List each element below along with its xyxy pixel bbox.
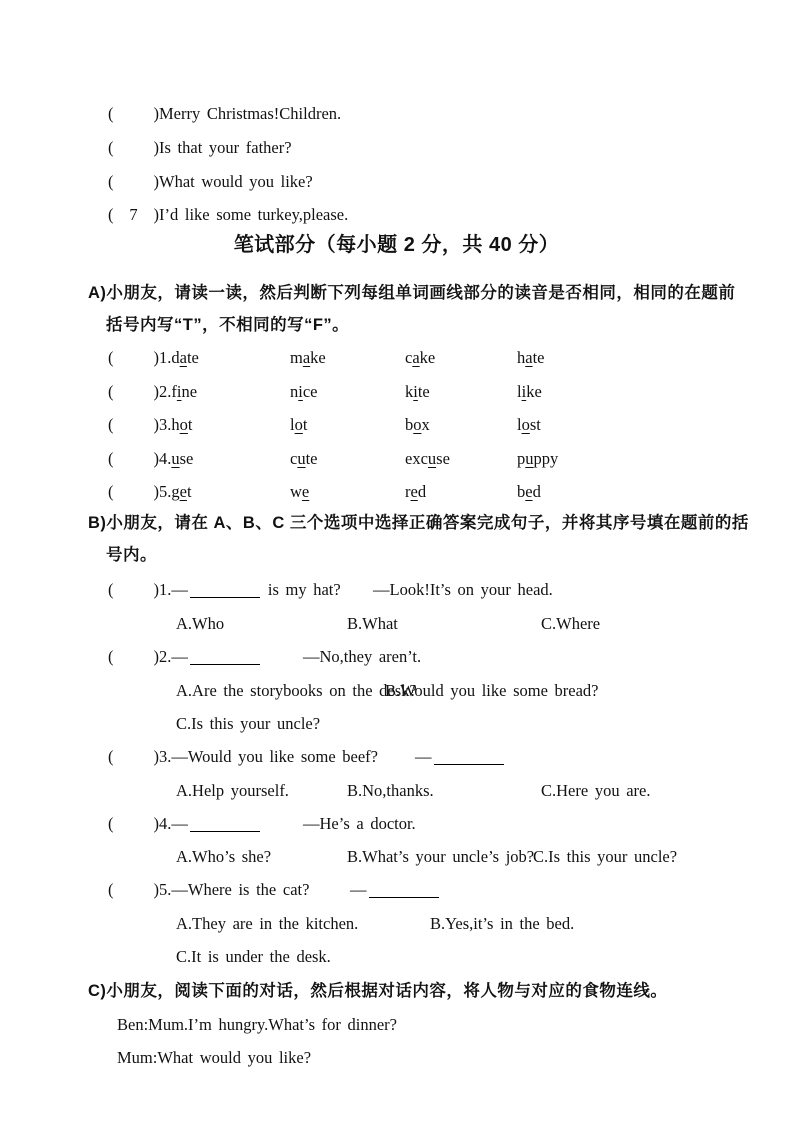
phonics-row (0, 346, 793, 370)
phonics-row (0, 480, 793, 504)
listening-item-text: What would you like? (159, 172, 313, 191)
item-number: 2. (159, 382, 172, 401)
options-row (0, 845, 793, 869)
paren-open: ( (108, 580, 114, 599)
paren-close: ) (153, 205, 159, 224)
listening-item (0, 203, 793, 227)
paren-open: ( (108, 647, 114, 666)
word: use (171, 449, 194, 468)
paren-open: ( (108, 348, 114, 367)
question-stem (0, 745, 793, 769)
option-a: A.Who (176, 614, 225, 633)
fill-blank (369, 880, 439, 898)
item-number: 5. (159, 482, 172, 501)
options-row (0, 612, 793, 636)
option-c: C.Here you are. (541, 781, 651, 800)
option-b: B.Would you like some bread? (385, 681, 599, 700)
paren-open: ( (108, 104, 114, 123)
item-number: 5. (159, 880, 172, 899)
phonics-row (0, 447, 793, 471)
part-c-instruction: C)小朋友，阅读下面的对话，然后根据对话内容，将人物与对应的食物连线。 (88, 982, 668, 1000)
fill-blank (190, 814, 260, 832)
stem-text: —Would you like some beef? (171, 747, 378, 766)
word: make (290, 348, 326, 367)
paren-open: ( (108, 138, 114, 157)
phonics-row (0, 413, 793, 437)
dash: — (350, 880, 367, 899)
paren-close: ) (153, 172, 159, 191)
word: excuse (405, 449, 450, 468)
word: like (517, 382, 542, 401)
part-a-instruction-line1: A)小朋友，请读一读，然后判断下列每组单词画线部分的读音是否相同，相同的在题前 (88, 284, 736, 302)
paren-open: ( (108, 382, 114, 401)
word: bed (517, 482, 541, 501)
item-number: 4. (159, 814, 172, 833)
word: lot (290, 415, 308, 434)
paren-open: ( (108, 482, 114, 501)
option-b: B.No,thanks. (347, 781, 434, 800)
paren-open: ( (108, 205, 114, 224)
paren-close: ) (153, 104, 159, 123)
option-b: B.What (347, 614, 398, 633)
word: cake (405, 348, 436, 367)
word: box (405, 415, 430, 434)
item-number: 1. (159, 348, 172, 367)
listening-item (0, 170, 793, 194)
fill-blank (190, 580, 260, 598)
dash: — (171, 647, 188, 666)
phonics-row (0, 380, 793, 404)
options-row (0, 679, 793, 703)
item-number: 4. (159, 449, 172, 468)
item-number: 3. (159, 747, 172, 766)
option-a: A.Who’s she? (176, 847, 272, 866)
fill-blank (190, 647, 260, 665)
paren-open: ( (108, 449, 114, 468)
option-c: C.Where (541, 614, 601, 633)
written-section-title: 笔试部分（每小题 2 分，共 40 分） (233, 234, 560, 256)
paren-close: ) (153, 814, 159, 833)
option-a: A.They are in the kitchen. (176, 914, 359, 933)
listening-item-text: I’d like some turkey,please. (159, 205, 349, 224)
stem-text: —Where is the cat? (171, 880, 310, 899)
word: red (405, 482, 427, 501)
part-b-instruction-line2: 号内。 (106, 546, 157, 564)
paren-open: ( (108, 415, 114, 434)
stem-response: —Look!It’s on your head. (373, 580, 553, 599)
answer-slot: 7 (129, 205, 138, 224)
word: we (290, 482, 310, 501)
paren-open: ( (108, 880, 114, 899)
word: get (171, 482, 192, 501)
option-c: C.Is this your uncle? (176, 714, 321, 733)
word: puppy (517, 449, 559, 468)
question-stem (0, 812, 793, 836)
paren-close: ) (153, 348, 159, 367)
word: date (171, 348, 199, 367)
stem-response: —No,they aren’t. (303, 647, 422, 666)
paren-close: ) (153, 415, 159, 434)
paren-open: ( (108, 172, 114, 191)
word: cute (290, 449, 318, 468)
option-a: A.Help yourself. (176, 781, 289, 800)
options-row (0, 712, 793, 736)
fill-blank (434, 747, 504, 765)
paren-close: ) (153, 138, 159, 157)
question-stem (0, 578, 793, 602)
paren-close: ) (153, 449, 159, 468)
paren-close: ) (153, 482, 159, 501)
listening-item (0, 102, 793, 126)
word: hot (171, 415, 193, 434)
word: lost (517, 415, 541, 434)
word: hate (517, 348, 545, 367)
item-number: 3. (159, 415, 172, 434)
listening-item (0, 136, 793, 160)
option-c: C.It is under the desk. (176, 947, 331, 966)
paren-close: ) (153, 880, 159, 899)
question-stem (0, 878, 793, 902)
listening-item-text: Is that your father? (159, 138, 292, 157)
options-row (0, 945, 793, 969)
dash: — (171, 580, 188, 599)
stem-response (350, 878, 439, 902)
part-b-instruction-line1: B)小朋友，请在 A、B、C 三个选项中选择正确答案完成句子，并将其序号填在题前的括 (88, 514, 749, 532)
dash: — (171, 814, 188, 833)
listening-item-text: Merry Christmas!Children. (159, 104, 342, 123)
word: nice (290, 382, 318, 401)
paren-close: ) (153, 382, 159, 401)
option-c: C.Is this your uncle? (533, 847, 678, 866)
dialog-line-ben: Ben:Mum.I’m hungry.What’s for dinner? (117, 1015, 397, 1034)
word: kite (405, 382, 430, 401)
part-a-instruction-line2: 括号内写“T”，不相同的写“F”。 (106, 316, 350, 334)
option-b: B.Yes,it’s in the bed. (430, 914, 575, 933)
options-row (0, 779, 793, 803)
paren-open: ( (108, 747, 114, 766)
stem-response (415, 745, 504, 769)
question-stem (0, 645, 793, 669)
stem-text: is my hat? (267, 580, 341, 599)
dialog-line-mum: Mum:What would you like? (117, 1048, 312, 1067)
paren-close: ) (153, 647, 159, 666)
paren-close: ) (153, 747, 159, 766)
paren-open: ( (108, 814, 114, 833)
dash: — (415, 747, 432, 766)
option-a: A.Are the storybooks on the desk? (176, 681, 417, 700)
paren-close: ) (153, 580, 159, 599)
item-number: 1. (159, 580, 172, 599)
stem-response: —He’s a doctor. (303, 814, 416, 833)
options-row (0, 912, 793, 936)
item-number: 2. (159, 647, 172, 666)
option-b: B.What’s your uncle’s job? (347, 847, 535, 866)
word: fine (171, 382, 198, 401)
